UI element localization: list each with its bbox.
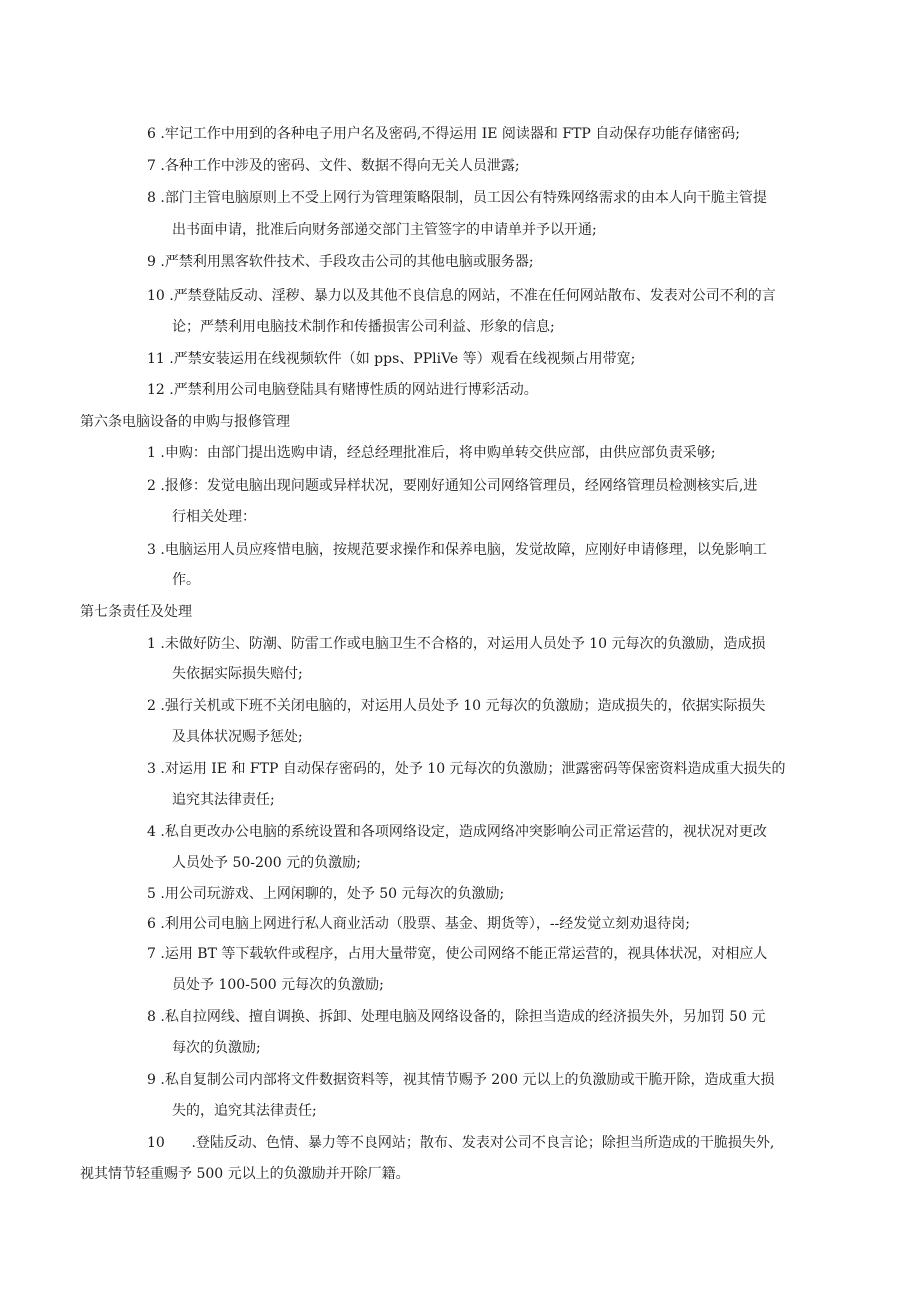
item-number: 1 xyxy=(147,636,156,652)
item-number: 11 xyxy=(147,351,165,367)
list-item xyxy=(147,1133,774,1153)
item-number: 9 xyxy=(147,1072,156,1088)
item-text: .申购：由部门提出选购申请，经总经理批准后，将申购单转交供应部，由供应部负责采够; xyxy=(160,445,716,461)
item-number: 10 xyxy=(147,288,165,304)
item-continuation: 员处予 100-500 元每次的负激励; xyxy=(172,977,384,993)
item-number: 7 xyxy=(147,946,156,962)
item-text: .私自复制公司内部将文件数据资料等，视其情节赐予 200 元以上的负激励或干脆开除，造成重大损 xyxy=(160,1072,775,1088)
list-item xyxy=(147,696,766,716)
item-text: .严禁登陆反动、淫秽、暴力以及其他不良信息的网站，不准在任何网站散布、发表对公司不利的言 xyxy=(169,288,776,304)
item-number: 9 xyxy=(147,254,156,270)
item-continuation: 人员处予 50-200 元的负激励; xyxy=(172,855,361,871)
item-continuation: 出书面申请，批准后向财务部递交部门主管签字的申请单并予以开通; xyxy=(172,222,597,238)
item-number: 8 xyxy=(147,190,156,206)
item-text: .严禁利用黑客软件技术、手段攻击公司的其他电脑或服务器; xyxy=(160,254,534,270)
item-number: 2 xyxy=(147,698,156,714)
item-continuation: 每次的负激励; xyxy=(172,1040,261,1056)
item-number: 12 xyxy=(147,382,165,398)
item-number: 3 xyxy=(147,542,156,558)
list-item xyxy=(147,476,757,496)
item-text: .私自拉网线、擅自调换、拆卸、处理电脑及网络设备的，除担当造成的经济损失外，另加罚 50 元 xyxy=(160,1009,766,1025)
item-continuation: 失的，追究其法律责任; xyxy=(172,1103,317,1119)
list-item xyxy=(147,540,767,560)
item-number: 5 xyxy=(147,886,156,902)
list-item xyxy=(147,124,740,144)
item-text: .登陆反动、色情、暴力等不良网站；散布、发表对公司不良言论；除担当所造成的干脆损失外, xyxy=(191,1135,775,1151)
item-text: .电脑运用人员应疼惜电脑，按规范要求操作和保养电脑，发觉故障，应刚好申请修理，以免影响工 xyxy=(160,542,767,558)
list-item xyxy=(147,822,767,842)
item-number: 8 xyxy=(147,1009,156,1025)
item-text: .各种工作中涉及的密码、文件、数据不得向无关人员泄露; xyxy=(160,158,520,174)
item-text: .私自更改办公电脑的系统设置和各项网络设定，造成网络冲突影响公司正常运营的，视状况对更改 xyxy=(160,824,767,840)
list-item xyxy=(147,759,786,779)
item-continuation: 失依据实际损失赔付; xyxy=(172,666,303,682)
item-text: .利用公司电脑上网进行私人商业活动（股票、基金、期货等），--经发觉立刻劝退待岗; xyxy=(160,916,691,932)
item-number: 3 xyxy=(147,761,156,777)
section-heading: 第七条责任及处理 xyxy=(80,604,192,620)
list-item xyxy=(147,944,767,964)
list-item xyxy=(147,286,776,306)
item-number: 2 xyxy=(147,478,156,494)
list-item xyxy=(147,884,504,904)
list-item xyxy=(147,188,767,208)
item-text: .严禁安装运用在线视频软件（如 pps、PPliVe 等）观看在线视频占用带宽; xyxy=(169,351,636,367)
list-item xyxy=(147,634,766,654)
item-number: 6 xyxy=(147,126,156,142)
item-text: .部门主管电脑原则上不受上网行为管理策略限制，员工因公有特殊网络需求的由本人向干脆主管提 xyxy=(160,190,767,206)
item-continuation: 及具体状况赐予惩处; xyxy=(172,729,303,745)
item-text: .用公司玩游戏、上网闲聊的，处予 50 元每次的负激励; xyxy=(160,886,505,902)
item-text: .运用 BT 等下载软件或程序，占用大量带宽，使公司网络不能正常运营的，视具体状况，对相应人 xyxy=(160,946,768,962)
item-text: .对运用 IE 和 FTP 自动保存密码的，处予 10 元每次的负激励；泄露密码等保密资料造成重大损失的 xyxy=(160,761,786,777)
list-item xyxy=(147,1007,766,1027)
item-continuation: 论；严禁利用电脑技术制作和传播损害公司利益、形象的信息; xyxy=(172,319,555,335)
list-item xyxy=(147,443,716,463)
item-continuation: 视其情节轻重赐予 500 元以上的负激励并开除厂籍。 xyxy=(80,1166,410,1182)
item-continuation: 追究其法律责任; xyxy=(172,792,275,808)
list-item xyxy=(147,1070,774,1090)
item-text: .牢记工作中用到的各种电子用户名及密码,不得运用 IE 阅读器和 FTP 自动保存功能存储密码; xyxy=(160,126,741,142)
item-text: .严禁利用公司电脑登陆具有赌博性质的网站进行博彩活动。 xyxy=(169,382,538,398)
list-item xyxy=(147,156,520,176)
item-number: 10 xyxy=(147,1135,165,1151)
item-number: 1 xyxy=(147,445,156,461)
list-item xyxy=(147,252,534,272)
item-continuation: 行相关处理： xyxy=(172,509,256,525)
list-item xyxy=(147,349,635,369)
list-item xyxy=(147,380,538,400)
item-text: .未做好防尘、防潮、防雷工作或电脑卫生不合格的，对运用人员处予 10 元每次的负激励，造成损 xyxy=(160,636,766,652)
item-continuation: 作。 xyxy=(172,572,200,588)
section-heading: 第六条电脑设备的申购与报修管理 xyxy=(80,414,290,430)
item-number: 7 xyxy=(147,158,156,174)
item-text: .强行关机或下班不关闭电脑的，对运用人员处予 10 元每次的负激励；造成损失的，依据实际损失 xyxy=(160,698,766,714)
list-item xyxy=(147,914,690,934)
item-number: 6 xyxy=(147,916,156,932)
item-text: .报修：发觉电脑出现问题或异样状况，要刚好通知公司网络管理员，经网络管理员检测核实后,进 xyxy=(160,478,758,494)
item-number: 4 xyxy=(147,824,156,840)
